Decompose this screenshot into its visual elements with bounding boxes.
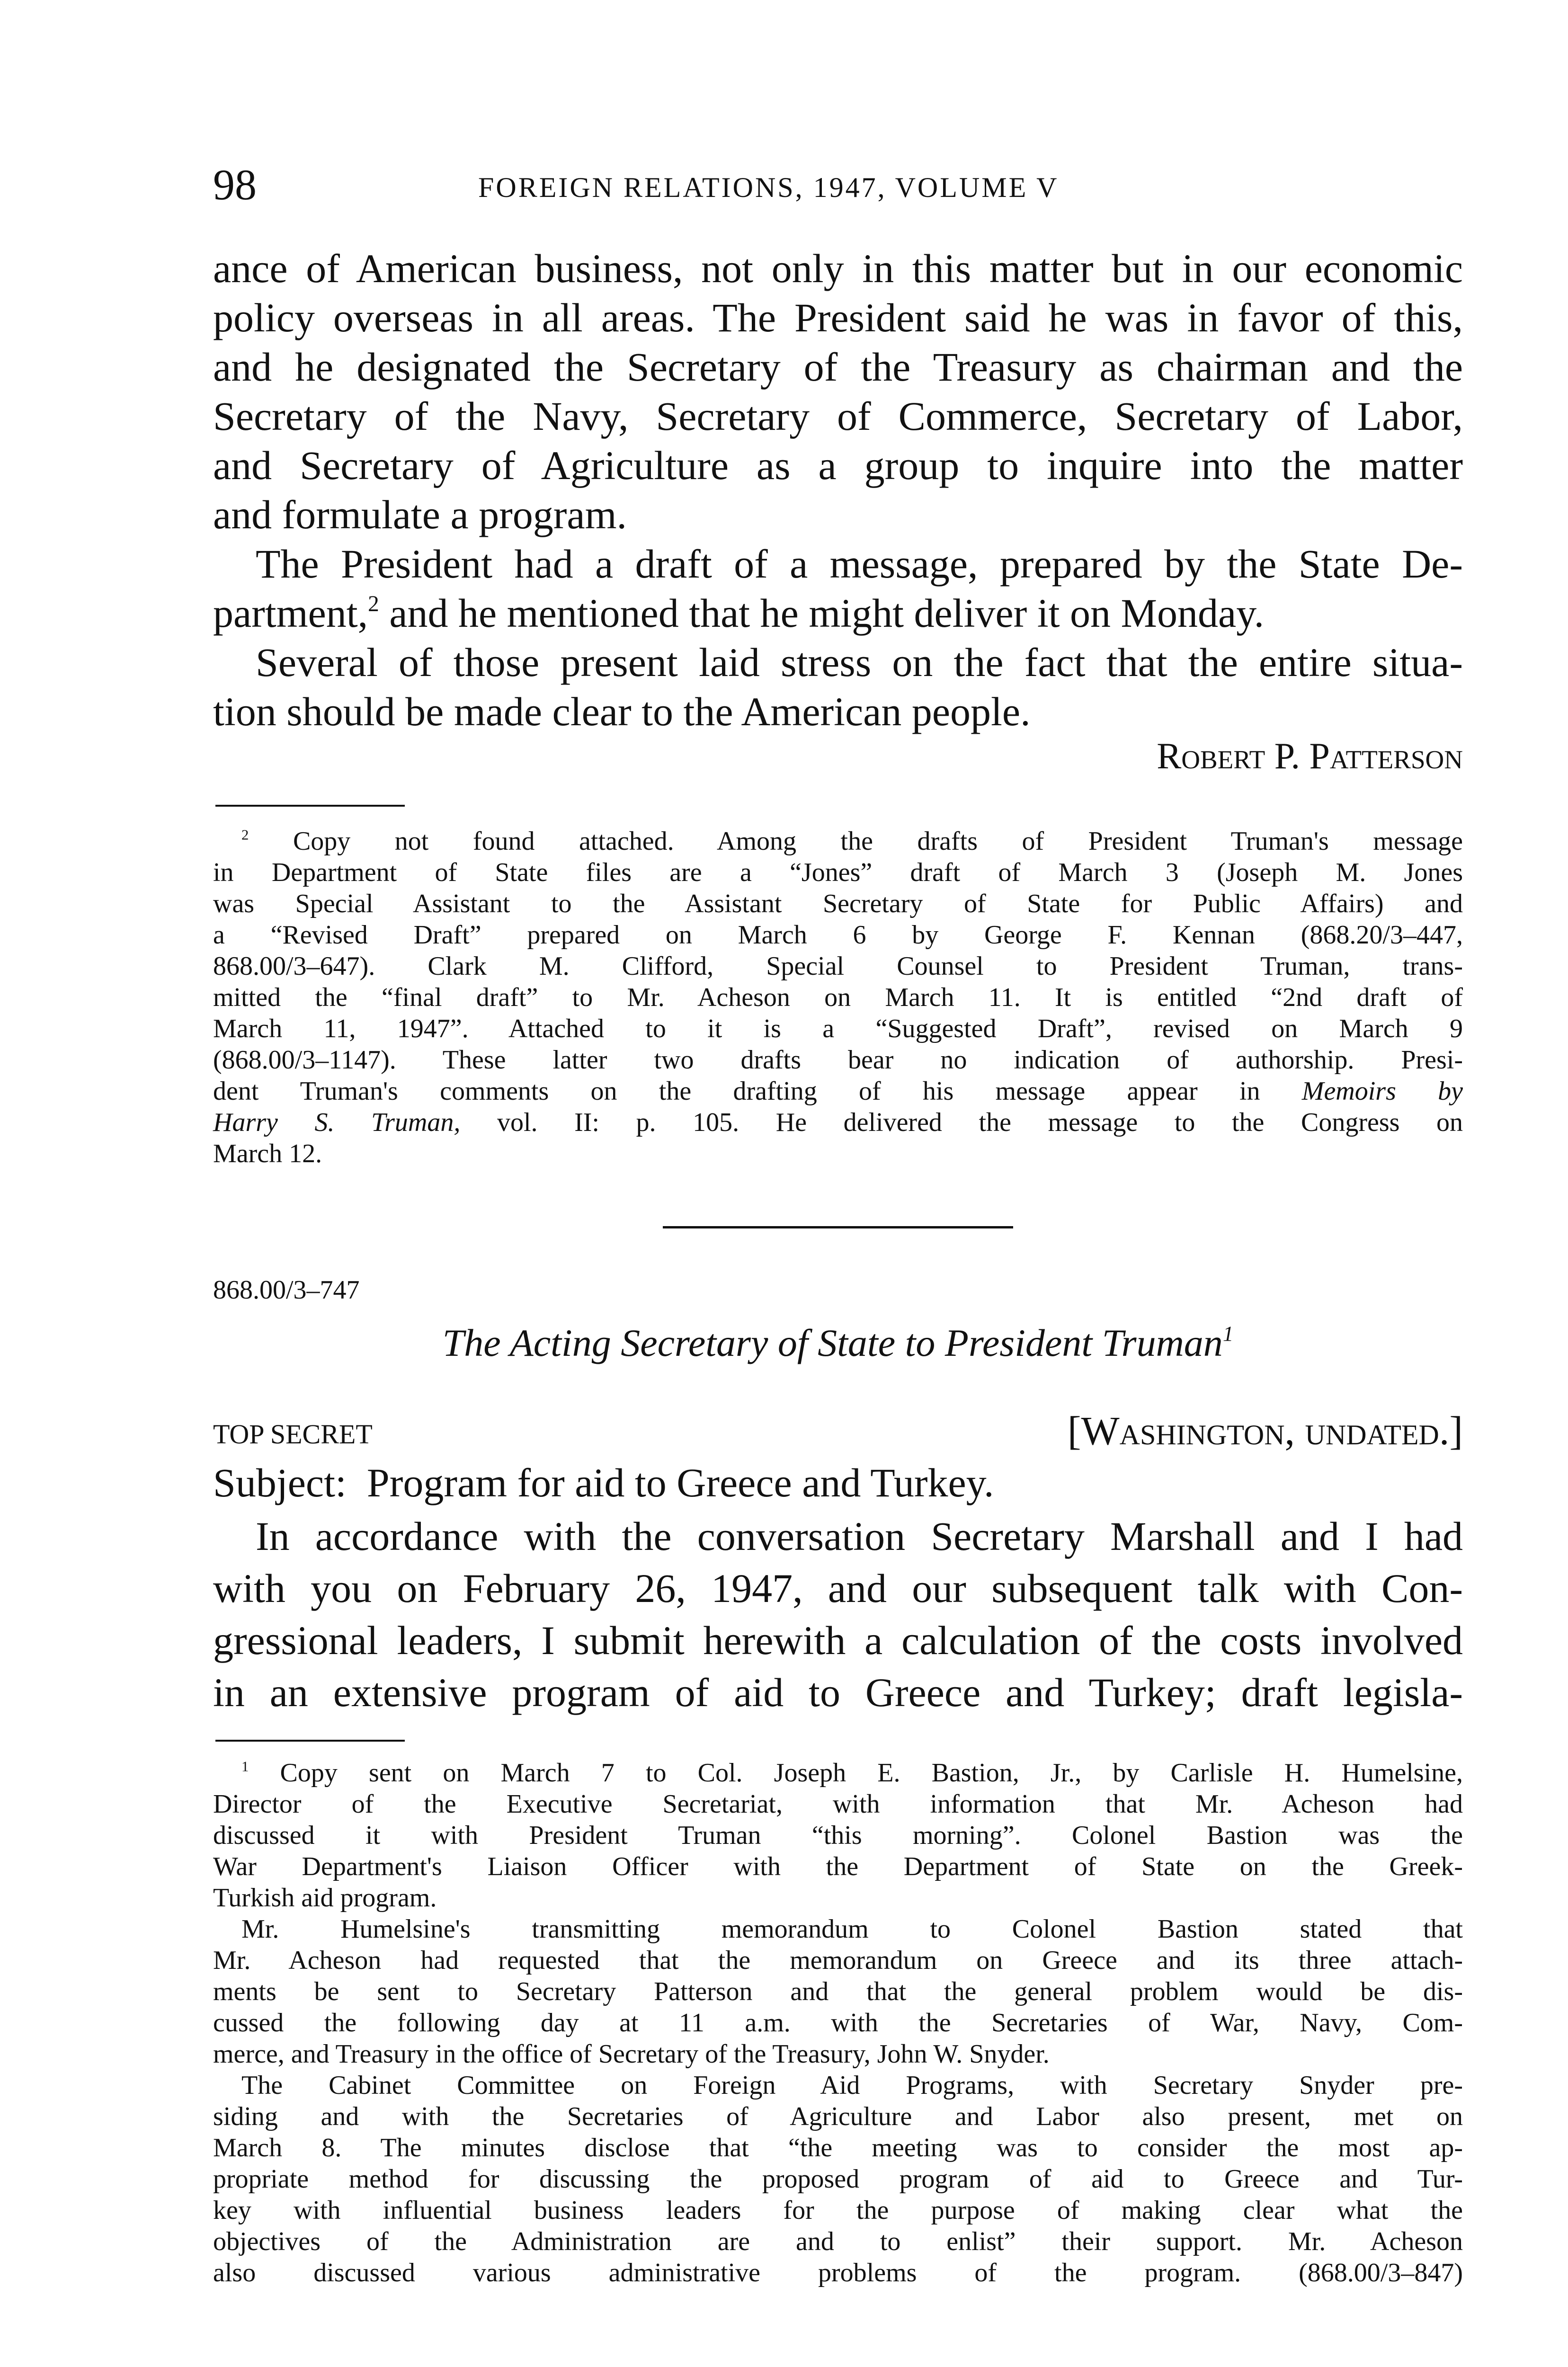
footnote-line (213, 826, 1463, 857)
document-title (213, 1318, 1463, 1368)
text-run: and he mentioned that he might deliver it on Monday. (379, 590, 1265, 636)
title-text: The Acting Secretary of State to President Truman (442, 1321, 1223, 1364)
page-number: 98 (213, 160, 257, 209)
body-line: policy overseas in all areas. The President said he was in favor of this, (213, 295, 1463, 340)
footnote-ref: 1 (1222, 1322, 1234, 1346)
body-line: and Secretary of Agriculture as a group to inquire into the matter (213, 443, 1463, 488)
text-run: vol. II: p. 105. He delivered the message to the Congress on (460, 1108, 1463, 1137)
text-run: Copy not found attached. Among the drafts of President Truman's message (293, 827, 1463, 856)
footnote-line: cussed the following day at 11 a.m. with the Secretaries of War, Navy, Com- (213, 2008, 1463, 2038)
text-run: Copy sent on March 7 to Col. Joseph E. Bastion, Jr., by Carlisle H. Humelsine, (280, 1758, 1463, 1788)
footnote-line (213, 1076, 1463, 1107)
text-run-italic: Memoirs by (1301, 1077, 1463, 1106)
footnote-rule (215, 1740, 405, 1742)
body-line: and he designated the Secretary of the Treasury as chairman and the (213, 344, 1463, 390)
body-line: Several of those present laid stress on the fact that the entire situa- (256, 640, 1463, 685)
section-divider (663, 1226, 1013, 1228)
body-line: with you on February 26, 1947, and our subsequent talk with Con- (213, 1566, 1463, 1611)
body-line: The President had a draft of a message, prepared by the State De- (256, 541, 1463, 587)
footnote-line: Mr. Humelsine's transmitting memorandum to Colonel Bastion stated that (241, 1914, 1463, 1944)
footnote-line: merce, and Treasury in the office of Secretary of the Treasury, John W. Snyder. (213, 2039, 1050, 2069)
footnote-line: was Special Assistant to the Assistant Secretary of State for Public Affairs) and (213, 889, 1463, 918)
subject-text: Program for aid to Greece and Turkey. (366, 1460, 994, 1505)
subject-label: Subject: (213, 1460, 347, 1505)
file-number: 868.00/3–747 (213, 1275, 360, 1305)
body-line: Secretary of the Navy, Secretary of Commerce, Secretary of Labor, (213, 393, 1463, 439)
body-line: in an extensive program of aid to Greece and Turkey; draft legisla- (213, 1670, 1463, 1715)
footnote-line: a “Revised Draft” prepared on March 6 by George F. Kennan (868.20/3–447, (213, 920, 1463, 950)
body-line: gressional leaders, I submit herewith a calculation of the costs involved (213, 1618, 1463, 1663)
text-run: dent Truman's comments on the drafting of his message appear in (213, 1077, 1302, 1106)
footnote-line: The Cabinet Committee on Foreign Aid Programs, with Secretary Snyder pre- (241, 2071, 1463, 2100)
footnote-line: mitted the “final draft” to Mr. Acheson on March 11. It is entitled “2nd draft of (213, 983, 1463, 1012)
footnote-line: also discussed various administrative problems of the program. (868.00/3–847) (213, 2258, 1463, 2287)
body-line: and formulate a program. (213, 492, 627, 537)
body-line: ance of American business, not only in this matter but in our economic (213, 246, 1463, 291)
signature: Robert P. Patterson (1157, 735, 1463, 776)
footnote-line (213, 1107, 1463, 1138)
footnote-line: War Department's Liaison Officer with the Department of State on the Greek- (213, 1852, 1463, 1881)
footnote-line: 868.00/3–647). Clark M. Clifford, Special Counsel to President Truman, trans- (213, 952, 1463, 981)
footnote-line: Mr. Acheson had requested that the memorandum on Greece and its three attach- (213, 1946, 1463, 1975)
footnote-line: key with influential business leaders for the purpose of making clear what the (213, 2196, 1463, 2225)
footnote-line (213, 1757, 1463, 1789)
footnote-line: objectives of the Administration are and to enlist” their support. Mr. Acheson (213, 2227, 1463, 2256)
text-run-italic: Harry S. Truman, (213, 1108, 461, 1137)
footnote-line: March 12. (213, 1139, 322, 1168)
footnote-line: ments be sent to Secretary Patterson and that the general problem would be dis- (213, 1977, 1463, 2006)
subject-line (213, 1458, 1463, 1507)
footnote-ref: 2 (368, 591, 379, 616)
footnote-marker: 1 (241, 1758, 249, 1775)
footnote-line: siding and with the Secretaries of Agriculture and Labor also present, met on (213, 2102, 1463, 2131)
running-title: FOREIGN RELATIONS, 1947, VOLUME V (478, 172, 1059, 203)
body-line (213, 588, 1463, 638)
text-run: partment, (213, 590, 368, 636)
footnote-line: (868.00/3–1147). These latter two drafts bear no indication of authorship. Presi- (213, 1045, 1463, 1075)
footnote-line: Director of the Executive Secretariat, with information that Mr. Acheson had (213, 1789, 1463, 1819)
body-line: tion should be made clear to the American people. (213, 689, 1031, 734)
footnote-rule (215, 805, 405, 807)
footnote-line: March 8. The minutes disclose that “the meeting was to consider the most ap- (213, 2133, 1463, 2162)
footnote-marker: 2 (241, 827, 249, 843)
footnote-line: in Department of State files are a “Jones” draft of March 3 (Joseph M. Jones (213, 858, 1463, 887)
footnote-line: discussed it with President Truman “this morning”. Colonel Bastion was the (213, 1821, 1463, 1850)
footnote-line: Turkish aid program. (213, 1883, 437, 1913)
classification: TOP SECRET (213, 1419, 373, 1450)
footnote-line: March 11, 1947”. Attached to it is a “Suggested Draft”, revised on March 9 (213, 1014, 1463, 1043)
body-line: In accordance with the conversation Secretary Marshall and I had (256, 1513, 1463, 1559)
running-header (213, 159, 1463, 215)
place-date: [Washington, undated.] (1067, 1408, 1463, 1453)
footnote-line: propriate method for discussing the proposed program of aid to Greece and Tur- (213, 2164, 1463, 2194)
